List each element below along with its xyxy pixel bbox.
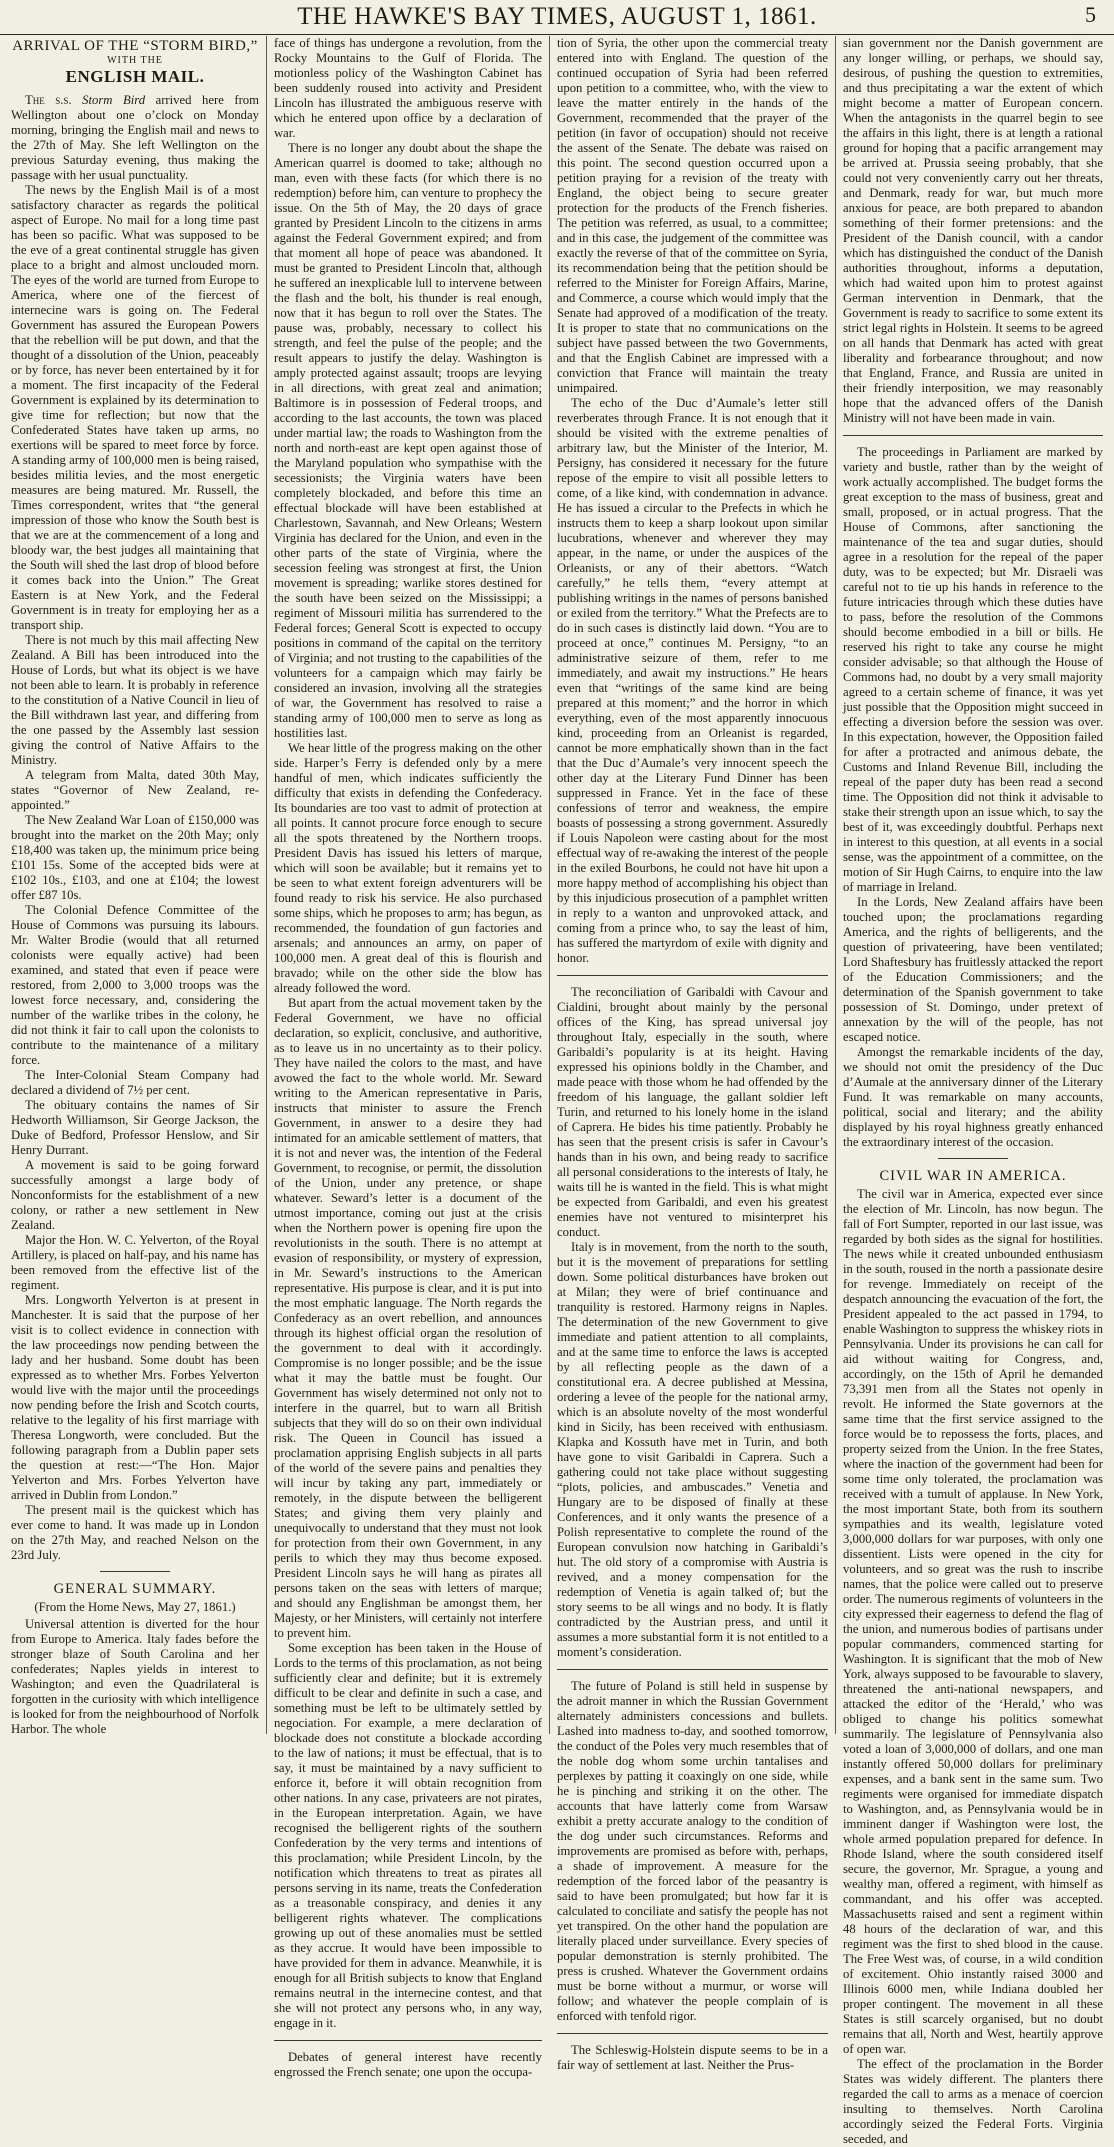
article-paragraph: Some exception has been taken in the House of Lords to the terms of this proclamation, as not being sufficiently clear and definite; but it is extremely difficult to be clear and definite in such a case, and something must be left to be ultimately settled by negociation. For example, a mere declaration of blockade does not constitute a blockade according to the law of nations; it must be effectual, that is to say, it must be maintained by a navy sufficient to enforce it, before it will obtain recognition from other nations. In any case, privateers are not pirates, in the European interpretation. Again, we have recognised the belligerent rights of the southern Confederation by the very terms and intentions of this proclamation; while President Lincoln, by the notification which threatens to treat as pirates all persons serving in its name, treats the Confederation as a treasonable conspiracy, and denies it any belligerent rights whatever. The complications growing up out of these anomalies must be settled as they accrue. It would have been impossible to have provided for them in advance. Meanwhile, it is enough for all British subjects to know that England remains neutral in the internecine contest, and that she will not protect any persons who, in any way, engage in it. xyxy=(274,1641,542,2030)
summary-source: (From the Home News, May 27, 1861.) xyxy=(34,1600,236,1614)
paragraph-text: arrived here from Wellington about one o’clock on Monday morning, bringing the English mail and news to the 27th of May. She left Wellington on the previous Saturday evening, thus making the passage with her usual punctuality. xyxy=(11,93,260,182)
article-paragraph: We hear little of the progress making on the other side. Harper’s Ferry is defended only by a mere handful of men, which indicates sufficiently the difficulty that exists in defending the Confederacy. Its boundaries are too vast to admit of protection at all points. It cannot procure force enough to secure all the spots threatened by the Northern troops. President Davis has issued his letters of marque, which will soon be available; but it remains yet to be seen to what extent foreign adventurers will be found ready to risk his service. He also purchased some ships, which he proposes to arm; has begun, as recommended, the foundation of gun factories and arsenals; and announces an army, on paper of 100,000 men. A great deal of this is flourish and bravado; while on the other side the blow has already followed the word. xyxy=(274,741,542,995)
article-paragraph: The Schleswig-Holstein dispute seems to be in a fair way of settlement at last. Neither the Prus- xyxy=(557,2043,828,2072)
article-paragraph: There is not much by this mail affecting New Zealand. A Bill has been introduced into the House of Lords, but what its object is we have not been able to learn. It is probably in reference to the constitution of a Native Council in lieu of the Bill withdrawn last year, and differing from the one passed by the Assembly last session giving the control of Native Affairs to the Ministry. xyxy=(11,633,259,767)
article-paragraph: The civil war in America, expected ever since the election of Mr. Lincoln, has now begun. The fall of Fort Sumpter, reported in our last issue, was regarded by both sides as the signal for hostilities. The news while it created unbounded enthusiasm in the south, roused in the north a passionate desire for revenge. Immediately on receipt of the despatch announcing the evacuation of the fort, the President appealed to the act passed in 1794, to enable Washington to suppress the whiskey riots in Pennsylvania. Under its provisions he can call for aid without waiting for Congress, and, accordingly, on the 15th of April he demanded 73,391 men from all the States not openly in revolt. He informed the State governors at the same time that the first service assigned to the force would be to repossess the forts, places, and property seized from the Union. In the free States, where the inaction of the government had been for some time only tolerated, the proclamation was received with a tumult of applause. In New York, the most important State, both from its southern sympathies and its wealth, legislature voted 3,000,000 dollars for war purposes, with only one dissentient. Lists were opened in the city for volunteers, and so great was the rush to inscribe names, that the police were called out to preserve order. The numerous regiments of volunteers in the city expressed their eagerness to defend the flag of the union, and numerous bodies of partisans under popular commanders, commenced starting for Washington. It is significant that the mob of New York, always supposed to be favourable to slavery, threatened the anti-national newspapers, and attacked the editor of the ‘Herald,’ who was obliged to change his politics somewhat summarily. The legislature of Pennsylvania also voted a loan of 3,000,000 of dollars, and one man instantly offered 50,000 dollars for preliminary expenses, and a bank sent in the same sum. Two regiments were organised for immediate dispatch to Washington, and, as Pennsylvania would be in imminent danger if Washington were lost, the whole armed population prepared for defence. In Rhode Island, where the south considered itself secure, the governor, Mr. Sprague, a young and wealthy man, offered a regiment, with himself as commandant, and his offer was accepted. Massachusetts raised and sent a regiment within 48 hours of the declaration of war, and this regiment was the first to shed blood in the cause. The Free West was, of course, in a wild condition of excitement. Ohio instantly raised 3000 and Illinois 6000 men, while Indiana doubled her proper contingent. The movement in all these States is still scarcely organised, but no doubt remains that all, North and West, heartily approve of open war. xyxy=(843,1187,1103,2056)
columns xyxy=(4,36,1110,2146)
article-paragraph: A movement is said to be going forward successfully amongst a large body of Nonconformists for the establishment of a new colony, or rather a new settlement in New Zealand. xyxy=(11,1158,259,1232)
article-paragraph: sian government nor the Danish government are any longer willing, or perhaps, we should say, desirous, of pushing the question to extremities, and thus precipitating a war the extent of which might become a matter of European concern. When the antagonists in the quarrel begin to see the affairs in this light, there is at length a rational ground for hoping that a pacific arrangement may be arrived at. Prussia seeing probably, that she could not very conveniently carry out her threats, and Denmark, ready for war, but much more anxious for peace, are both prepared to abandon something of their former pretensions: and the President of the Danish council, with a candor which has distinguished the conduct of the Danish authorities throughout, informs a deputation, which had waited upon him to protest against German intervention in Denmark, that the Government is ready to sacrifice to some extent its strict legal rights in Holstein. It seems to be agreed on all hands that Denmark has acted with great liberality and forbearance throughout; and now that England, France, and Russia are united in their friendly interposition, we may reasonably hope that the advanced offers of the Danish Ministry will not have been made in vain. xyxy=(843,36,1103,425)
article-paragraph: The news by the English Mail is of a most satisfactory character as regards the political aspect of Europe. No mail for a long time past has been so pacific. What was supposed to be the eve of a great continental struggle has given place to a bright and almost unclouded morn. The eyes of the world are turned from Europe to America, where one of the fiercest of internecine wars is going on. The Federal Government has assured the European Powers that the rebellion will be put down, and that the thought of a dissolution of the Union, peaceably or by force, has never been entertained by it for a moment. The first incapacity of the Federal Government is explained by its determination to give time for reflection; but now that the Confederated States have taken up arms, no exertions will be spared to meet force by force. A standing army of 100,000 men is being raised, besides militia levies, and the most energetic measures are being matured. Mr. Russell, the Times correspondent, writes that “the general impression of those who know the South best is that we are at the commencement of a long and bloody war, the best judges all maintaining that the South will shed the last drop of blood before it comes back into the Union.” The Great Eastern is at New York, and the Federal Government is in treaty for employing her as a transport ship. xyxy=(11,183,259,632)
article-paragraph: tion of Syria, the other upon the commercial treaty entered into with England. The question of the continued occupation of Syria had been referred upon petition to a committee, who, with the view to leave the matter entirely in the hands of the Government, recommended that the prayer of the petition (in favor of occupation) should not receive the assent of the Senate. The debate was raised on this point. The second question occurred upon a petition praying for a revision of the treaty with England, the object being to secure greater protection for the products of the French fisheries. The petition was referred, as usual, to a committee; and in this case, the judgement of the committee was exactly the reverse of that of the committee on Syria, its recommendation being that the petition should be referred to the Minister for Foreign Affairs, Marine, and Commerce, a course which would imply that the Senate had approved of a modification of the treaty. It is proper to state that no communications on the subject have passed between the two Governments, and that the English Cabinet are impressed with a conviction that France will maintain the treaty unimpaired. xyxy=(557,36,828,395)
section-divider xyxy=(938,1158,1008,1159)
section-divider xyxy=(557,2033,828,2034)
column-1 xyxy=(4,36,266,1734)
article-paragraph: Debates of general interest have recently engrossed the French senate; one upon the occupa- xyxy=(274,2050,542,2079)
article-paragraph: Mrs. Longworth Yelverton is at present in Manchester. It is said that the purpose of her visit is to collect evidence in connection with the law proceedings now pending between the lady and her husband. Some doubt has been expressed as to whether Mrs. Forbes Yelverton would live with the major until the proceedings now pending before the Irish and Scotch courts, relative to the legality of his first marriage with Theresa Longworth, were concluded. But the following paragraph from a Dublin paper sets the question at rest:—“The Hon. Major Yelverton and Mrs. Forbes Yelverton have arrived in Dublin from London.” xyxy=(11,1293,259,1502)
article-paragraph: Major the Hon. W. C. Yelverton, of the Royal Artillery, is placed on half-pay, and his name has been removed from the effective list of the regiment. xyxy=(11,1233,259,1292)
masthead-title: THE HAWKE'S BAY TIMES, AUGUST 1, 1861. xyxy=(297,3,817,30)
page-number: 5 xyxy=(1085,2,1096,27)
general-summary-heading: GENERAL SUMMARY. xyxy=(53,1581,217,1597)
article-paragraph: The future of Poland is still held in suspense by the adroit manner in which the Russian Government alternately administers concessions and bullets. Lashed into madness to-day, and soothed tomorrow, the conduct of the Poles very much resembles that of the noble dog whom some urchin tantalises and perplexes by patting it coaxingly on one side, while he is pinching and striking it on the other. The accounts that have latterly come from Warsaw exhibit a pretty accurate analogy to the condition of the dog under such circumstances. Reforms and improvements are promised as before with, perhaps, a shade of improvement. A measure for the redemption of the forced labor of the peasantry is said to have been promulgated; but how far it is calculated to conciliate and satisfy the people has not yet transpired. On the other hand the population are literally placed under surveillance. Every species of popular demonstration is sternly prohibited. The press is crushed. Whatever the Government ordains must be borne without a murmur, or worse will follow; and whatever the people complain of is enforced with tenfold rigor. xyxy=(557,1679,828,2023)
column-4 xyxy=(835,36,1110,2146)
headline-english-mail: ENGLISH MAIL. xyxy=(65,67,205,86)
article-paragraph: There is no longer any doubt about the shape the American quarrel is doomed to take; although no man, even with these facts (for which there is no redemption) before him, can venture to prophecy the issue. On the 5th of May, the 20 days of grace granted by President Lincoln to the citizens in arms against the Federal Government expired; and from that moment all hope of peace was abandoned. It must be granted to President Lincoln that, although he suffered an inexplicable lull to intervene between the flash and the bolt, his thunder is real enough, now that it has begun to roll over the States. The pause was, probably, necessary to collect his strength, and feel the pulse of the people; and the result appears to justify the delay. Washington is amply protected against assault; troops are levying in all directions, with great zeal and animation; Baltimore is in possession of Federal troops, and according to the last accounts, the town was placed under martial law; the roads to Washington from the north and north-east are kept open against those of the Maryland population who sympathise with the secessionists; the Virginia waters have been completely blockaded, and before this time an effectual blockade will have been established at Charlestown, Savannah, and New Orleans; Western Virginia has declared for the Union, and even in the other parts of the state of Virginia, where the secession feeling was strongest at first, the Union movement is spreading; warlike stores destined for the south have been seized on the Mississippi; a regiment of Missouri militia has surrendered to the Federal forces; General Scott is expected to occupy positions in command of the capital on the territory of Virginia; and not trusting to the capabilities of the volunteers for a campaign which may fairly be considered an invasion, involving all the strategies of war, the Government has resolved to raise a standing army of 100,000 men to serve as long as hostilities last. xyxy=(274,141,542,740)
article-paragraph: Amongst the remarkable incidents of the day, we should not omit the presidency of the Duc d’Aumale at the anniversary dinner of the Literary Fund. It was remarkable on many accounts, political, social and literary; and the ability displayed by his royal highness greatly enhanced the extraordinary interest of the occasion. xyxy=(843,1045,1103,1149)
headline-with: WITH THE xyxy=(107,55,163,66)
column-3 xyxy=(549,36,835,2072)
section-divider xyxy=(557,975,828,976)
article-paragraph xyxy=(11,93,259,183)
article-paragraph: The obituary contains the names of Sir Hedworth Williamson, Sir George Jackson, the Duke of Bedford, Professor Henslow, and Sir Henry Durrant. xyxy=(11,1098,259,1157)
article-paragraph: In the Lords, New Zealand affairs have been touched upon; the proclamations regarding America, and the rights of belligerents, and the question of privateering, have been ventilated; Lord Shaftesbury has fruitlessly attacked the report of the Education Commissioners; and the determination of the Spanish government to take possession of St. Domingo, under pretext of annexation by the will of the people, has not escaped notice. xyxy=(843,895,1104,1044)
article-paragraph: The effect of the proclamation in the Border States was widely different. The planters there regarded the call to arms as a menace of coercion insulting to themselves. North Carolina accordingly seized the Federal Forts. Virginia seceded, and xyxy=(843,2057,1103,2146)
section-divider xyxy=(274,2040,542,2041)
article-paragraph: Italy is in movement, from the north to the south, but it is the movement of preparations for settling down. Some political disturbances have broken out at Milan; they were of brief continuance and tranquility is restored. Harmony reigns in Naples. The determination of the new Government to give immediate and patient attention to all complaints, and at the same time to enforce the laws is accepted by all reflecting people as the dawn of a constitutional era. A decree published at Messina, ordering a levee of the people for the national army, which is an absolute novelty of the most wonderful kind in Sicily, has been received with enthusiasm. Klapka and Kossuth have met in Turin, and both have gone to visit Garibaldi in Caprera. Such a gathering could not take place without suggesting “plots, policies, and ambuscades.” Venetia and Hungary are to be disposed of finally at these Conferences, and it only wants the presence of a Polish representative to complete the round of the European convulsion now hatching in Garibaldi’s hut. The old story of a compromise with Austria is revived, and a money compensation for the redemption of Venetia is again talked of; but the story seems to be all wings and no body. It is flatly contradicted by the Austrian press, and until it assumes a more substantial form it is not entitled to a moment’s consideration. xyxy=(557,1240,828,1659)
article-paragraph: A telegram from Malta, dated 30th May, states “Governor of New Zealand, re-appointed.” xyxy=(11,768,259,812)
masthead xyxy=(0,0,1114,35)
section-divider xyxy=(843,435,1103,436)
article-paragraph: The New Zealand War Loan of £150,000 was brought into the market on the 20th May; only £18,400 was taken up, the minimum price being £101 15s. Some of the accepted bids were at £102 10s., £103, and one at £104; the lowest offer £87 10s. xyxy=(11,813,259,902)
article-paragraph: The present mail is the quickest which has ever come to hand. It was made up in London on the 27th May, and reached Nelson on the 23rd July. xyxy=(11,1503,259,1562)
article-paragraph: The Inter-Colonial Steam Company had declared a dividend of 7½ per cent. xyxy=(11,1068,259,1097)
article-paragraph: The proceedings in Parliament are marked by variety and bustle, rather than by the weight of work actually accomplished. The budget forms the great exception to the mass of business, great and small, proposed, or in actual progress. That the House of Commons, after sanctioning the maintenance of the tea and sugar duties, should agree in a resolution for the repeal of the paper duty, was to be expected; but Mr. Disraeli was careful not to tie up his hands in reference to the future intricacies through which these duties have to pass, before the resolution of the Commons should become embodied in a bill or bills. He reserved his right to take any course he might consider advisable; so that although the House of Commons had, no doubt by a very small majority agreed to a certain scheme of finance, it was yet just possible that the Opposition might succeed in effecting a diversion before the session was over. In this expectation, however, the Opposition failed for after a protracted and animous debate, the Customs and Inland Revenue Bill, including the repeal of the paper duty has been read a second time. The Opposition did not think it advisable to stake their strength upon an issue which, to say the best of it, was exceedingly doubtful. Perhaps next in interest to this question, at all events in a social sense, was the appointment of a committee, on the motion of Sir Hugh Cairns, to enquire into the law of marriage in Ireland. xyxy=(843,445,1103,894)
article-paragraph: face of things has undergone a revolution, from the Rocky Mountains to the Gulf of Florida. The motionless policy of the Washington Cabinet has been suddenly roused into activity and President Lincoln has illustrated the ambiguous reserve with which he entered upon office by a declaration of war. xyxy=(274,36,542,140)
article-paragraph: The reconciliation of Garibaldi with Cavour and Cialdini, brought about mainly by the personal offices of the King, has spread universal joy throughout Italy, especially in the south, where Garibaldi’s popularity is at its height. Having expressed his opinions boldly in the Chamber, and made peace with those whom he had offended by the freedom of his language, the gallant soldier left Turin, and returned to his lonely home in the island of Caprera. He bides his time patiently. Probably he has seen that the present crisis is safer in Cavour’s hands than in his own, and being ready to sacrifice all personal considerations to the interests of Italy, he waits till he is wanted in the field. This is what might be expected from Garibaldi, and even his greatest enemies have not ventured to misinterpret his conduct. xyxy=(557,985,828,1239)
article-paragraph: The Colonial Defence Committee of the House of Commons was pursuing its labours. Mr. Walter Brodie (would that all returned colonists were equally active) had been examined, and stated that even if peace were restored, from 2,000 to 3,000 troops was the lowest force necessary, and, considering the number of the warlike tribes in the colony, he did not think it fair to call upon the colonists to contribute to the maintenance of a military force. xyxy=(11,903,259,1067)
article-paragraph: The echo of the Duc d’Aumale’s letter still reverberates through France. It is not enough that it should be visited with the extreme penalties of arbitrary law, but the Minister of the Interior, M. Persigny, has considered it necessary for the future repose of the empire to visit all possible letters to come, of a like kind, with condemnation in advance. He has issued a circular to the Prefects in which he instructs them to keep a sharp lookout upon similar lucubrations, whenever and wherever they may appear, in the name, or under the auspices of the Orleanists, or any of their abettors. “Watch carefully,” he tells them, “every attempt at publishing writings in the names of persons banished or exiled from the territory.” What the Prefects are to do in such cases is distinctly laid down. “You are to proceed at once,” continues M. Persigny, “to an administrative seizure of them, refer to me immediately, and await my instructions.” He hears even that “writings of the same kind are being prepared at this moment;” and the horror in which everything, even of the most apparently innocuous kind, proceeding from an Orleanist is regarded, cannot be more emphatically shown than in the fact that the Duc d’Aumale’s very innocent speech the other day at the Literary Fund Dinner has been suppressed in France. Yet in the face of these confessions of terror and weakness, the empire boasts of possessing a strong government. Assuredly if Louis Napoleon were casting about for the most effectual way of re-awaking the interest of the people in the exiled Bourbons, he could not have hit upon a more happy method of accomplishing his object than by this injudicious prosecution of a pamphlet written in reply to a wanton and unprovoked attack, and coming from a prince who, to say the least of him, has suffered the martyrdom of exile with dignity and honor. xyxy=(557,396,829,965)
column-2 xyxy=(266,36,549,2079)
section-divider xyxy=(100,1571,170,1572)
civil-war-heading: CIVIL WAR IN AMERICA. xyxy=(879,1168,1067,1184)
article-paragraph: Universal attention is diverted for the hour from Europe to America. Italy fades before the stronger blaze of South Carolina and her confederates; Naples yields in interest to Washington; and even the Quadrilateral is forgotten in the curiosity with which intelligence is looked for from the neighbourhood of Norfolk Harbor. The whole xyxy=(11,1617,259,1736)
ship-name: Storm Bird xyxy=(82,93,146,107)
headline-arrival: ARRIVAL OF THE “STORM BIRD,” xyxy=(12,38,258,54)
article-paragraph: But apart from the actual movement taken by the Federal Government, we have no official declaration, so explicit, conclusive, and authoritive, as to leave us in no uncertainty as to their policy. They have nailed the colors to the mast, and have avowed the fact to the whole world. Mr. Seward writing to the American representative in Paris, instructs that minister to assure the French Government, in answer to a desire they had intimated for an amicable settlement of matters, that it is not and never was, the intention of the Federal Government, to recognise, or permit, the dissolution of the Union, under any pretence, or shape whatever. Seward’s letter is a document of the utmost importance, coming out just at the crisis when the Northern power is opening fire upon the revolutionists in the south. There is no attempt at evasion of responsibility, or mystery of expression, in Mr. Seward’s instructions to the American representative. His purpose is clear, and it is put into the most emphatic language. The North regards the Confederacy as an overt rebellion, and announces through its highest official organ the resolution of the government to deal with it accordingly. Compromise is no longer possible; and be the issue what it may the battle must be fought. Our Government has wisely determined not only not to interfere in the quarrel, but to warn all British subjects that they will do so on their own individual risk. The Queen in Council has issued a proclamation apprising English subjects in all parts of the world of the severe pains and penalties they will incur by taking any part, immediately or remotely, in the dispute between the belligerent States; and giving them very plainly and unequivocally to understand that they must not look for protection from their own Government, in any perils to which they may thus become exposed. President Lincoln says he will hang as pirates all persons taken on the seas with letters of marque; and should any Englishman be amongst them, her Majesty, or her Ministers, will certainly not interfere to prevent him. xyxy=(274,996,542,1640)
lead-words: The s.s. xyxy=(25,93,72,107)
section-divider xyxy=(557,1669,828,1670)
